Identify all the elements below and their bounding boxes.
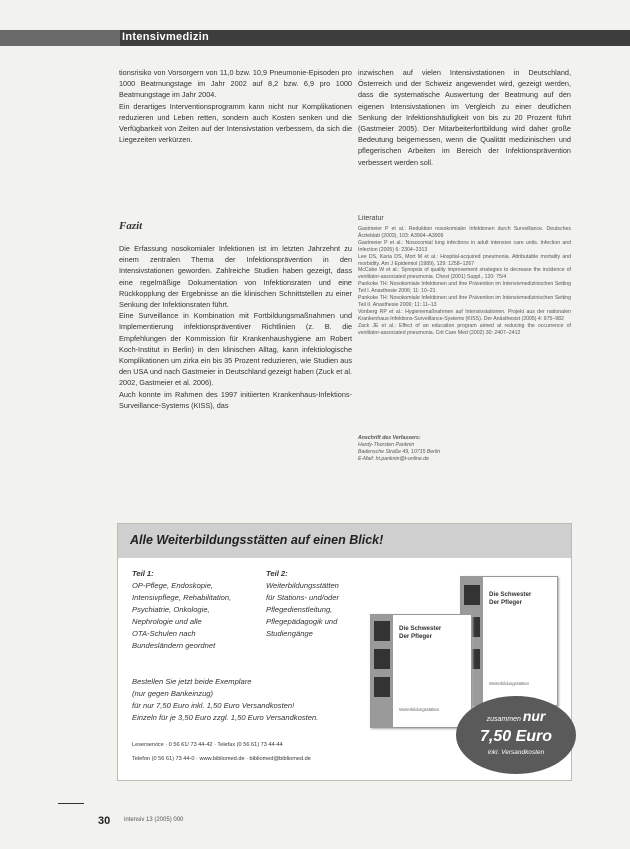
right-column-top: [358, 67, 571, 168]
author-line: E-Mail: ht.panknin@t-online.de: [358, 456, 430, 462]
teil1-line: OTA-Schulen nach: [132, 629, 196, 638]
fazit-body: [119, 243, 352, 411]
author-address: [358, 435, 571, 463]
teil1-label: Teil 1:: [132, 569, 154, 578]
author-line: Hardy-Thorsten Panknin: [358, 442, 415, 448]
book-title: Die Schwester Der Pfleger: [399, 625, 442, 640]
book-subtitle: Weiterbildungsstätten: [489, 681, 530, 686]
footer-journal: intensiv 13 (2005) 000: [124, 817, 184, 823]
teil1-line: OP-Pflege, Endoskopie,: [132, 581, 214, 590]
reference: Gastmeier P et al.: Reduktion nosokomialer Infektionen durch Surveillance. Deutsches Ärzteblatt (2003), 103: A3904–A3909: [358, 226, 571, 239]
teil2-line: Weiterbildungsstätten: [266, 581, 339, 590]
price-badge: [456, 696, 576, 774]
book-cover-back: [460, 576, 558, 706]
teil2-line: Pflegepädagogik und: [266, 617, 338, 626]
teil2-line: Studiengänge: [266, 629, 313, 638]
advertisement: [117, 523, 572, 781]
cover-photo: [374, 677, 390, 697]
author-heading: Anschrift des Verfassers:: [358, 435, 421, 441]
reference: Vonberg RP et al.: Hygienemaßnahmen auf Intensivstationen. Projekt aus der nationalen Krankenhaus-Infektions-Surveillance-Systems (KISS). Der Anästhesist (2005) 4: 975–982: [358, 308, 571, 322]
cover-photo: [464, 585, 480, 605]
reference: Pankoke TH: Nosokomiale Infektionen und ihre Prävention im Intensivmedizinischen Setting Teil I. Anasthesie 2006; 11: 10–21: [358, 281, 571, 295]
price-amount: 7,50 Euro: [479, 728, 553, 745]
reference: McCabe W et al.: Synopsis of quality improvement strategies to decrease the incidence of ventilator-associated pneumonia. Chest (2001) Suppl., 120: 75/4: [358, 267, 571, 281]
teil1-line: Intensivpflege, Rehabilitation,: [132, 593, 232, 602]
book-subtitle: Weiterbildungsstätten: [399, 707, 440, 712]
footer-rule: [58, 803, 84, 804]
left-column-top: [119, 67, 352, 145]
teil2-line: Pflegedienstleitung,: [266, 605, 333, 614]
ad-headline: Alle Weiterbildungsstätten auf einen Blick!: [130, 533, 384, 547]
order-line: (nur gegen Bankeinzug): [132, 689, 214, 698]
literature-heading: Literatur: [358, 215, 384, 222]
ad-teil1: [132, 568, 262, 652]
teil2-label: Teil 2:: [266, 569, 288, 578]
paragraph: inzwischen auf vielen Intensivstationen in Deutschland, Österreich und der Schweiz angewendet wird, gezeigt werden, dass die systematische Auswertung der Beatmung auf den eigenen Intensivstationen im Vergleich zu einer deutlichen Senkung der Infektionshäufigkeit von bis zu 20 Prozent führt (Gastmeier 2005). Der Mitarbeiterfortbildung wird daher große Bedeutung beigemessen, wenn die Qualität medizinischen und pflegerischen Arbeiten im Bereich der Infektionsprävention verbessert werden soll.: [358, 68, 571, 167]
order-line: für nur 7,50 Euro inkl. 1,50 Euro Versandkosten!: [132, 701, 295, 710]
paragraph: Eine Surveillance in Kombination mit Fortbildungsmaßnahmen und Implementierung infektionspräventiver Richtlinien (z. B. die Empfehlungen der Kommission für Krankenhaushygiene am Robert Koch-Institut in Berlin) in den klinischen Alltag, kann infektiologische Komplikationen um zirka ein bis 35 Prozent reduzieren, wie Studien aus den USA und nach Gastmeier in Deutschland gezeigt haben (Zuck et al. 2002, Gastmeier et al. 2006).: [119, 311, 352, 388]
teil1-line: Bundesländern geordnet: [132, 641, 216, 650]
paragraph: Ein derartiges Interventionsprogramm kann nicht nur Komplikationen reduzieren und Leben retten, sondern auch Kosten senken und die Verfügbarkeit von Zeiten auf der Intensivstation verbessern, da sich die Liegezeiten verkürzen.: [119, 101, 352, 145]
header-corner: [0, 30, 120, 46]
price-prefix: zusammen nur: [486, 708, 546, 724]
ad-order: [132, 676, 372, 724]
ad-teil2: [266, 568, 376, 640]
ad-contact-line: Leserservice · 0 56 61/ 73 44-42 · Telefax (0 56 61) 73 44-44: [132, 742, 283, 748]
reference: Gastmeier P et al.: Nosocomial lung infections in adult intensive care units. Infection and Infection (2005) 6: 2304–2313: [358, 239, 571, 253]
cover-photo: [374, 649, 390, 669]
paragraph: tionsrisiko von Vorsorgern von 11,0 bzw. 10,9 Pneumonie-Episoden pro 1000 Beatmungstage im Jahr 2002 auf 8,2 bzw. 6,9 pro 1000 Beatmungstage im Jahr 2004.: [119, 68, 352, 100]
header-bar: [0, 30, 630, 46]
reference: Pankoke TH: Nosokomiale Infektionen und ihre Prävention im Intensivmedizinischen Setting Teil II. Anasthesie 2006; 11: 11–13: [358, 295, 571, 308]
section-title: Intensivmedizin: [122, 31, 210, 43]
author-line: Badensche Straße 49, 10715 Berlin: [358, 449, 441, 455]
cover-photo: [374, 621, 390, 641]
order-line: Einzeln für je 3,50 Euro zzgl. 1,50 Euro Versandkosten.: [132, 713, 319, 722]
book-title: Die Schwester Der Pfleger: [489, 591, 532, 606]
reference: Zack JE et al.: Effect of an education program aimed at reducing the occurrence of ventilator-associated pneumonia. Crit Care Med (2002) 30: 2407–2412: [358, 322, 571, 336]
teil2-line: für Stations- und/oder: [266, 593, 340, 602]
teil1-line: Nephrologie und alle: [132, 617, 202, 626]
paragraph: Die Erfassung nosokomialer Infektionen ist im letzten Jahrzehnt zu einem zentralen Thema der Infektionsprävention in den Intensivstationen geworden. Zahlreiche Studien haben gezeigt, dass eine regelmäßige Dokumentation von Infektionsraten und eine Rückkopplung der Ergebnisse an die klinischen Schnittstellen zu einer Senkung der Infektionsraten führt.: [119, 244, 352, 310]
literature-list: [358, 226, 571, 337]
ad-header: [118, 524, 571, 558]
page-number: 30: [98, 815, 111, 827]
ad-contact-line: Telefon (0 56 61) 73 44-0 · www.bibliomed.de · bibliomed@bibliomed.de: [132, 756, 311, 762]
price-suffix: inkl. Versandkosten: [487, 749, 545, 756]
fazit-heading: Fazit: [119, 220, 143, 232]
order-line: Bestellen Sie jetzt beide Exemplare: [132, 677, 252, 686]
teil1-line: Psychiatrie, Onkologie,: [132, 605, 210, 614]
paragraph: Auch konnte im Rahmen des 1997 initiierten Krankenhaus-Infektions-Surveillance-Systems (KISS), das: [119, 389, 352, 410]
reference: Lee DS, Karia DS, Mort M et al.: Hospital-acquired pneumonia. Attributable mortality and morbidity. Am J Epidemiol (1989), 129: 1258–1267: [358, 253, 571, 267]
